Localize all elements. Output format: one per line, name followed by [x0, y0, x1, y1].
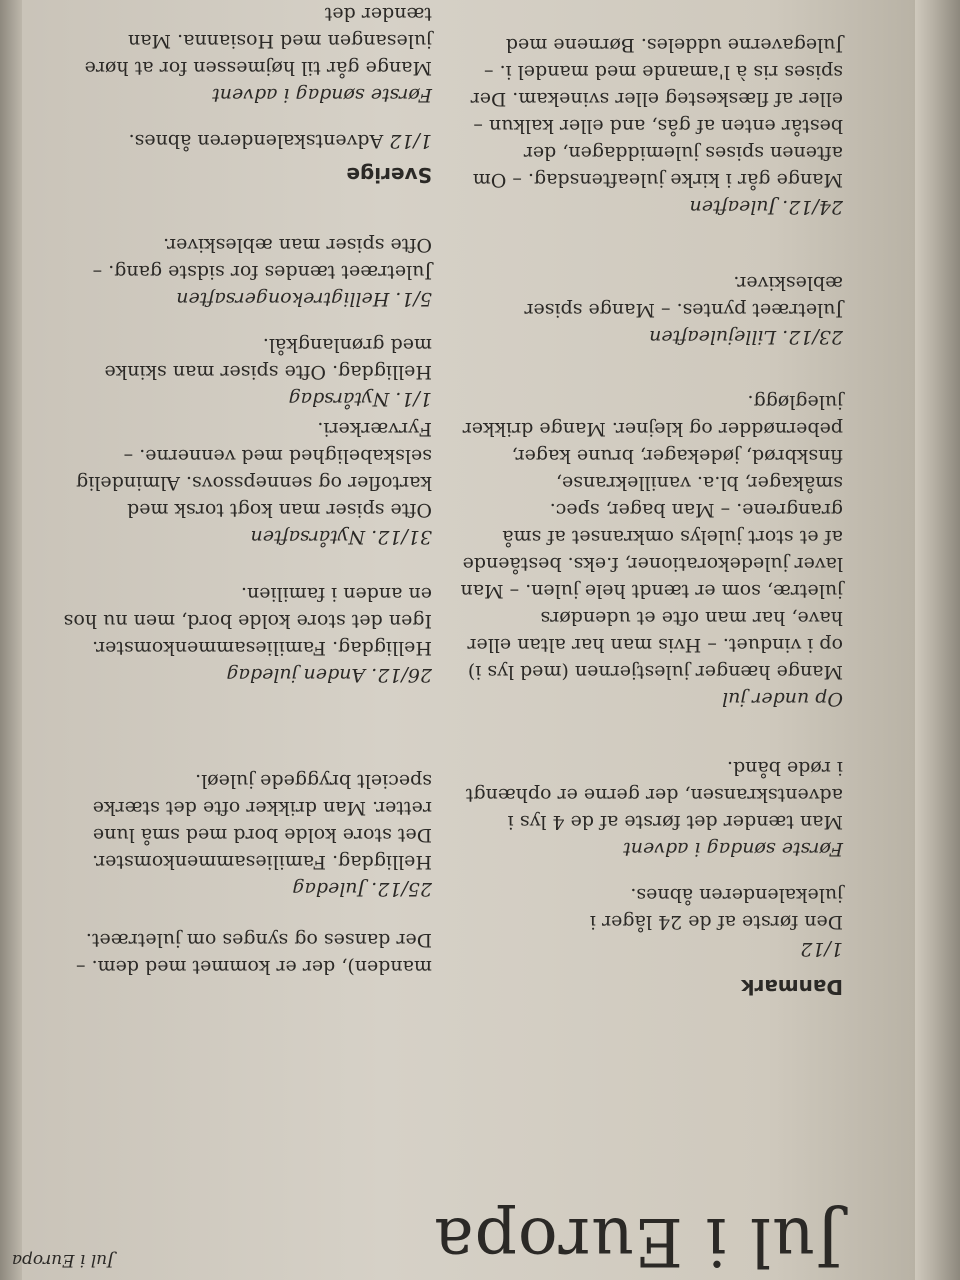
chapter-title: Jul i Europa: [433, 1203, 842, 1280]
entry-date: 1/12: [389, 130, 432, 152]
entry-23-12: [459, 269, 843, 350]
entry-heading: 24/12. Juleaften: [689, 196, 843, 218]
entry-heading: 5/1. Helligtrekongersaften: [176, 288, 432, 310]
entry-25-12: [60, 767, 432, 902]
entry-text: Den første af de 24 låger i julekalenderen åbnes.: [589, 884, 843, 933]
page-edge: [0, 0, 22, 1280]
entry-op-under-jul: [459, 388, 843, 712]
entry-text: Mange går til højmessen for at høre julesangen med Hosianna. Man tænder det: [84, 3, 432, 79]
entry-31-12: [60, 415, 432, 550]
entry-text: Helligdag. Familiesammenkomster. Igen det store kolde bord, men nu hos en anden i familien.: [63, 583, 432, 659]
entry-sverige-1-12: [60, 127, 432, 154]
entry-text: Ofte spiser man kogt torsk med kartofler og sennepssovs. Almindelig selskabelighed med vennerne. – Fyrværkeri.: [76, 418, 432, 521]
entry-text: Mange hænger julestjernen (med lys i) op i vinduet. – Hvis man har altan eller have, har man ofte et udendørs juletræ, som er tændt hele julen. – Man laver juledekorationer, f.eks. bestående af et stort julelys omkranset af små grangrene. – Man bager, spec. småkager, bl.a. vanillekranse, finskbrød, jødekager, brune kager, pebernødder og klejner. Mange drikker julegløgg.: [460, 391, 843, 683]
entry-text: Juletræet tændes for sidste gang. – Ofte spiser man æbleskiver.: [92, 234, 432, 283]
entry-text: Man tænder det første af de 4 lys i adventskransen, der gerne er ophængt i røde bånd.: [465, 757, 843, 833]
entry-heading: Første søndag i advent: [212, 84, 432, 106]
entry-text: manden), der er kommet med dem. – Der danses og synges om juletræet.: [76, 929, 432, 978]
entry-text: Helligdag. Familiesammenkomster. Det store kolde bord med små lune retter. Man drikker ofte det stærke specielt bryggede juleøl.: [92, 770, 432, 873]
entry-sverige-first-advent: [60, 0, 432, 108]
entry-heading: 25/12. Juledag: [292, 878, 432, 900]
entry-heading: 31/12. Nytårsaften: [250, 526, 432, 548]
entry-heading: 26/12. Anden juledag: [226, 664, 432, 686]
entry-text: Adventskalenderen åbnes.: [128, 130, 384, 152]
entry-first-advent: [459, 754, 843, 862]
section-heading-sverige: Sverige: [346, 163, 432, 187]
entry-26-12: [60, 580, 432, 688]
entry-text: Juletræet pyntes. – Mange spiser æbleskiver.: [524, 272, 843, 321]
running-head: Jul i Europa: [11, 1250, 114, 1270]
entry-date: 1/12: [800, 938, 843, 960]
entry-24-12: [459, 31, 843, 220]
entry-continued: [60, 926, 432, 980]
section-heading-danmark: Danmark: [741, 975, 843, 999]
entry-text: Helligdag. Ofte spiser man skinke med grønlangkål.: [104, 334, 432, 383]
entry-5-1: [60, 231, 432, 312]
entry-heading: 23/12. Lillejuleaften: [649, 326, 843, 348]
entry-text: Mange går i kirke juleaftensdag. – Om aftenen spises julemiddagen, der består enten af gås, and eller kalkun – eller af flæskesteg eller svinekam. Der spises ris à l'amande med mandel i. – Julegaverne uddeles. Børnene med: [470, 34, 843, 191]
entry-1-12: [459, 881, 843, 962]
entry-heading: 1/1. Nytårsdag: [288, 388, 432, 410]
entry-heading: Op under jul: [722, 688, 843, 710]
book-spine: [915, 0, 960, 1280]
entry-1-1: [60, 331, 432, 412]
entry-heading: Første søndag i advent: [623, 838, 843, 860]
